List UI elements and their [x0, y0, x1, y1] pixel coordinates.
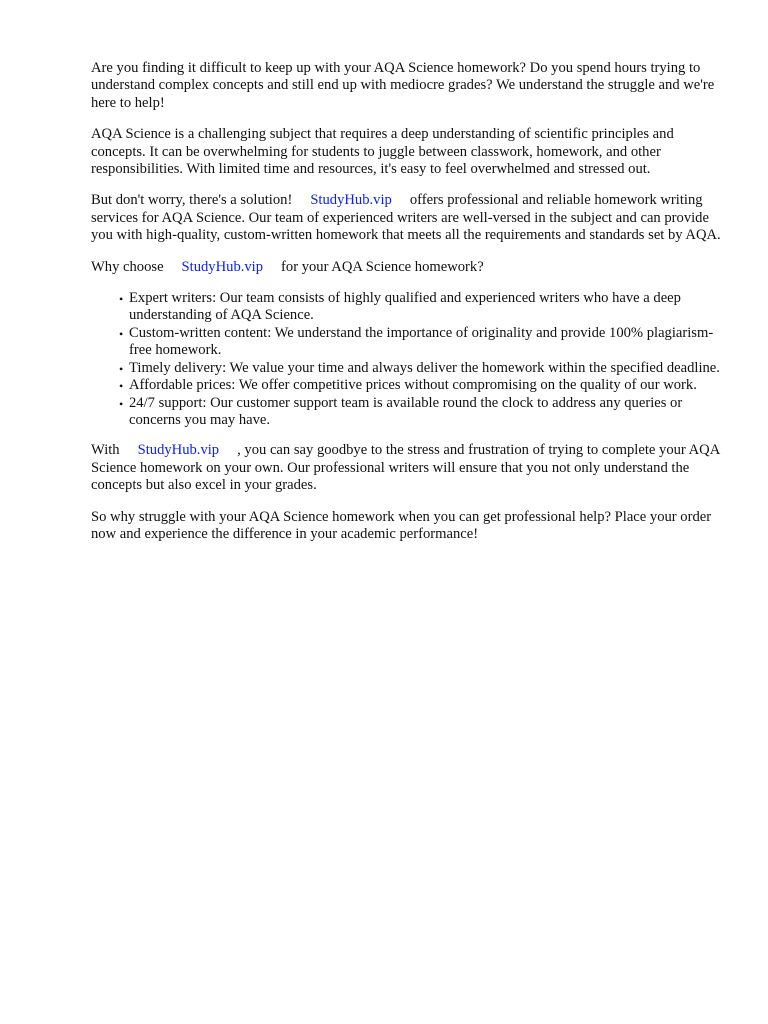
list-item-text: 24/7 support: Our customer support team is available round the clock to address any queries or concerns you may have.	[129, 394, 683, 428]
list-item	[119, 377, 727, 394]
why-choose-paragraph	[91, 259, 727, 276]
list-item	[119, 394, 727, 430]
bullet-icon: •	[119, 292, 124, 307]
list-item-text: Expert writers: Our team consists of highly qualified and experienced writers who have a deep understanding of AQA Science.	[129, 290, 681, 324]
document-body	[91, 60, 727, 557]
closing-paragraph: So why struggle with your AQA Science homework when you can get professional help? Place your order now and experience the difference in your academic performance!	[91, 508, 712, 542]
list-item-text: Timely delivery: We value your time and always deliver the homework within the specified deadline.	[129, 359, 720, 376]
with-text-after: , you can say goodbye to the stress and frustration of trying to complete your AQA Science homework on your own. Our professional writers will ensure that you not only understand the concepts but also excel in your grades.	[91, 442, 720, 494]
challenge-paragraph: AQA Science is a challenging subject that requires a deep understanding of scientific principles and concepts. It can be overwhelming for students to juggle between classwork, homework, and other responsibilities. With limited time and resources, it's easy to feel overwhelmed and stressed out.	[91, 126, 674, 178]
studyhub-link[interactable]: StudyHub.vip	[181, 258, 264, 275]
solution-paragraph	[91, 192, 727, 244]
why-choose-text-after: for your AQA Science homework?	[281, 258, 484, 275]
list-item-text: Custom-written content: We understand the importance of originality and provide 100% plagiarism-free homework.	[129, 324, 714, 359]
solution-text-after: offers professional and reliable homework writing services for AQA Science. Our team of experienced writers are well-versed in the subject and can provide you with high-quality, custom-written homework that meets all the requirements and standards set by AQA.	[91, 192, 721, 244]
why-choose-text-before: Why choose	[91, 258, 164, 275]
with-text-before: With	[91, 442, 120, 459]
with-studyhub-paragraph	[91, 442, 727, 494]
list-item	[119, 359, 727, 377]
studyhub-link[interactable]: StudyHub.vip	[310, 192, 392, 209]
studyhub-link[interactable]: StudyHub.vip	[137, 442, 220, 459]
bullet-icon: •	[119, 396, 124, 411]
list-item	[119, 324, 727, 360]
solution-text-before: But don't worry, there's a solution!	[91, 192, 293, 209]
benefits-list	[91, 290, 727, 429]
intro-paragraph: Are you finding it difficult to keep up with your AQA Science homework? Do you spend hours trying to understand complex concepts and still end up with mediocre grades? We understand the struggle and we're here to help!	[91, 60, 715, 111]
bullet-icon: •	[119, 361, 124, 376]
list-item	[119, 290, 727, 325]
bullet-icon: •	[119, 379, 124, 394]
list-item-text: Affordable prices: We offer competitive prices without compromising on the quality of our work.	[129, 377, 697, 394]
bullet-icon: •	[119, 326, 124, 341]
